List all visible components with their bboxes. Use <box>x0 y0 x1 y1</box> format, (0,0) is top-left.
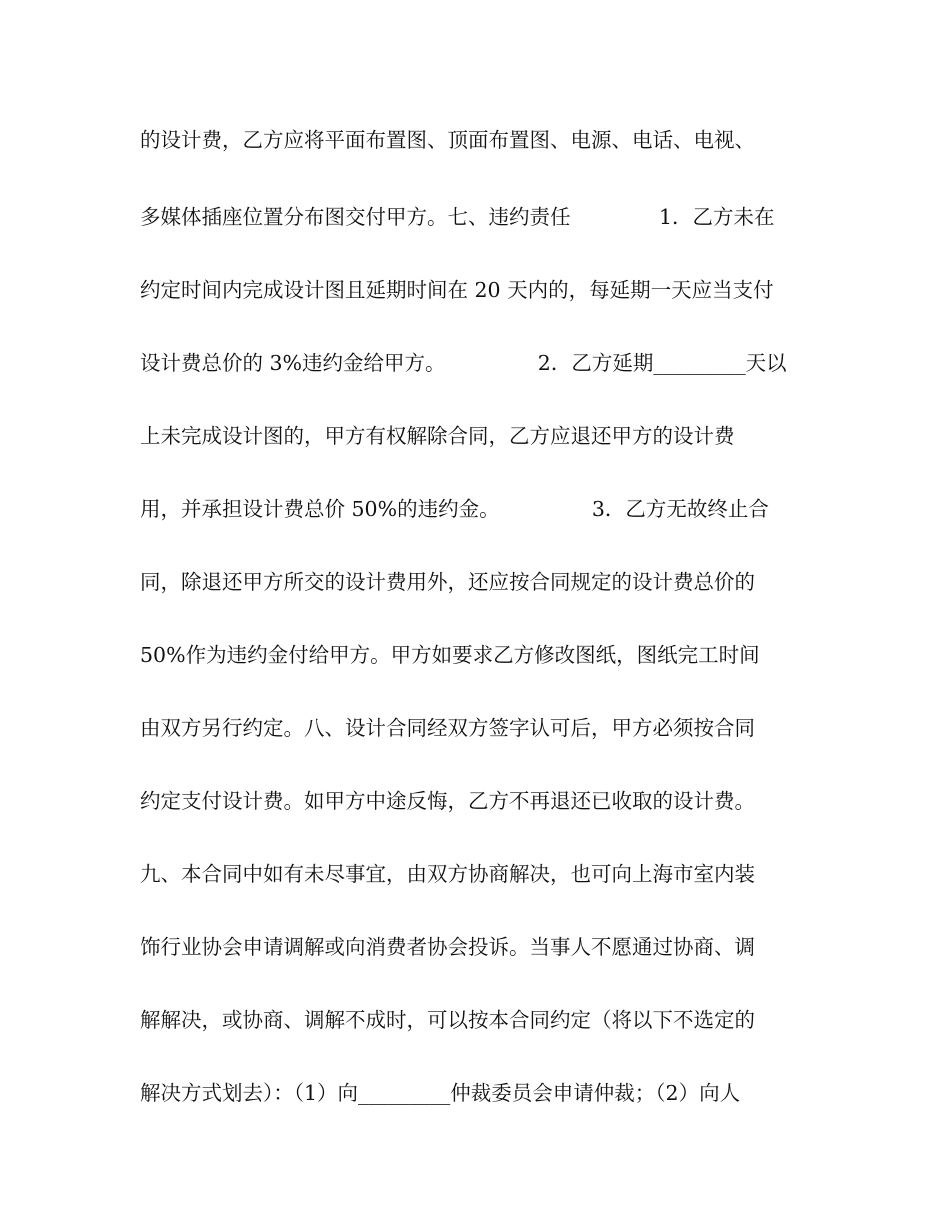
text-line-14: 解决方式划去）：（1）向_________仲裁委员会申请仲裁；（2）向人 <box>140 1081 741 1105</box>
text-line-9: 由双方另行约定。八、设计合同经双方签字认可后，甲方必须按合同 <box>140 716 755 740</box>
text-line-3: 约定时间内完成设计图且延期时间在 20 天内的，每延期一天应当支付 <box>140 278 774 302</box>
text-line-10: 约定支付设计费。如甲方中途反悔，乙方不再退还已收取的设计费。 <box>140 789 755 813</box>
text-line-12: 饰行业协会申请调解或向消费者协会投诉。当事人不愿通过协商、调 <box>140 935 755 959</box>
text-line-6: 用，并承担设计费总价 50%的违约金。 3．乙方无故终止合 <box>140 497 769 521</box>
text-line-4: 设计费总价的 3%违约金给甲方。 2．乙方延期_________天以 <box>140 351 787 375</box>
text-line-8: 50%作为违约金付给甲方。甲方如要求乙方修改图纸，图纸完工时间 <box>140 643 760 667</box>
text-line-5: 上未完成设计图的，甲方有权解除合同，乙方应退还甲方的设计费 <box>140 424 735 448</box>
text-line-1: 的设计费，乙方应将平面布置图、顶面布置图、电源、电话、电视、 <box>140 128 755 152</box>
text-line-2: 多媒体插座位置分布图交付甲方。七、违约责任 1．乙方未在 <box>140 205 775 229</box>
text-line-13: 解解决，或协商、调解不成时，可以按本合同约定（将以下不选定的 <box>140 1008 755 1032</box>
text-line-7: 同，除退还甲方所交的设计费用外，还应按合同规定的设计费总价的 <box>140 570 755 594</box>
text-line-11: 九、本合同中如有未尽事宜，由双方协商解决，也可向上海市室内装 <box>140 862 755 886</box>
